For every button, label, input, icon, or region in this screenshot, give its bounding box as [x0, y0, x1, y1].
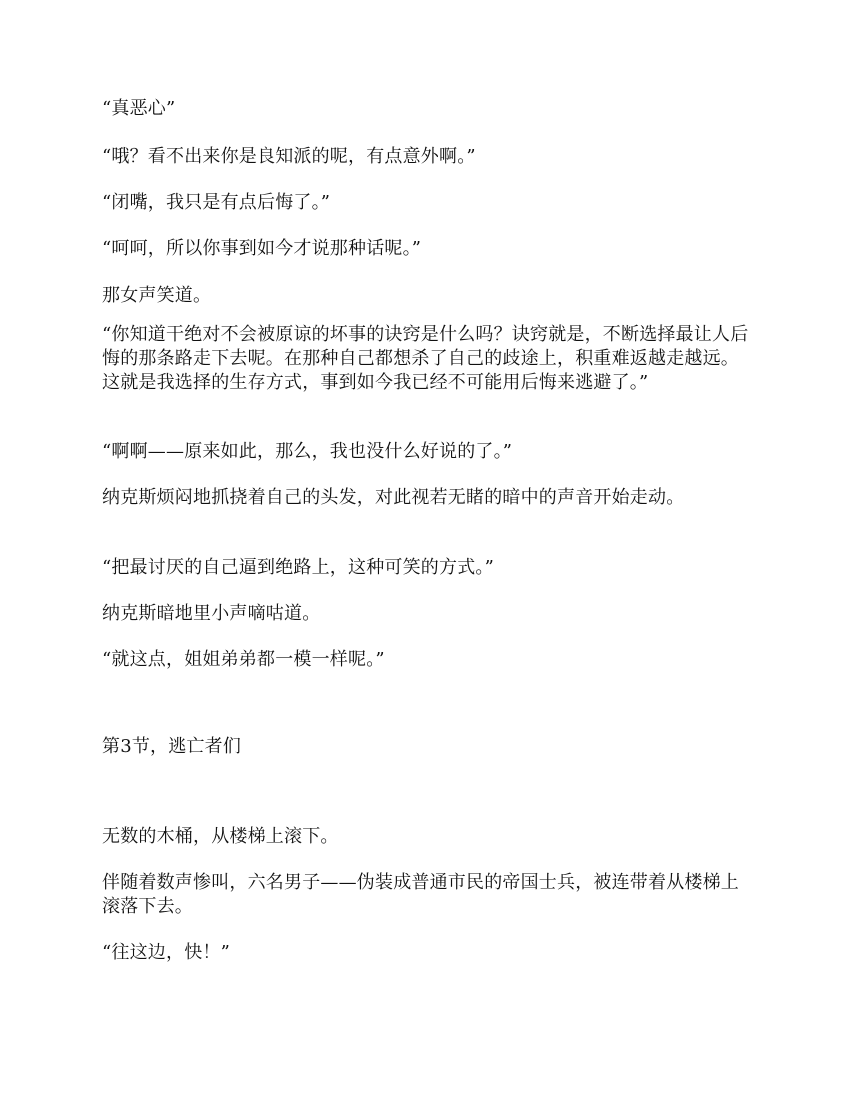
- paragraph: “啊啊——原来如此，那么，我也没什么好说的了。”: [102, 441, 513, 462]
- paragraph: “把最讨厌的自己逼到绝路上，这种可笑的方式。”: [102, 557, 495, 578]
- paragraph: “真恶心”: [102, 98, 176, 119]
- paragraph: 无数的木桶，从楼梯上滚下。: [102, 826, 339, 847]
- paragraph: “就这点，姐姐弟弟都一模一样呢。”: [102, 649, 385, 670]
- paragraph: 纳克斯暗地里小声嘀咕道。: [102, 603, 321, 624]
- paragraph: “你知道干绝对不会被原谅的坏事的诀窍是什么吗？诀窍就是，不断选择最让人后悔的那条路走下去呢。在那种自己都想杀了自己的歧途上，积重难返越走越远。这就是我选择的生存方式，事到如今我已经不可能用后悔来逃避了。”: [102, 324, 749, 393]
- section-heading: 第3节，逃亡者们: [102, 736, 242, 757]
- paragraph: 那女声笑道。: [102, 285, 212, 306]
- paragraph: 纳克斯烦闷地抓挠着自己的头发，对此视若无睹的暗中的声音开始走动。: [102, 487, 685, 508]
- paragraph: “闭嘴，我只是有点后悔了。”: [102, 192, 331, 213]
- paragraph: “哦？看不出来你是良知派的呢，有点意外啊。”: [102, 146, 476, 167]
- paragraph: “往这边，快！”: [102, 942, 231, 963]
- paragraph: 伴随着数声惨叫，六名男子——伪装成普通市民的帝国士兵，被连带着从楼梯上滚落下去。: [102, 872, 739, 917]
- paragraph: “呵呵，所以你事到如今才说那种话呢。”: [102, 238, 422, 259]
